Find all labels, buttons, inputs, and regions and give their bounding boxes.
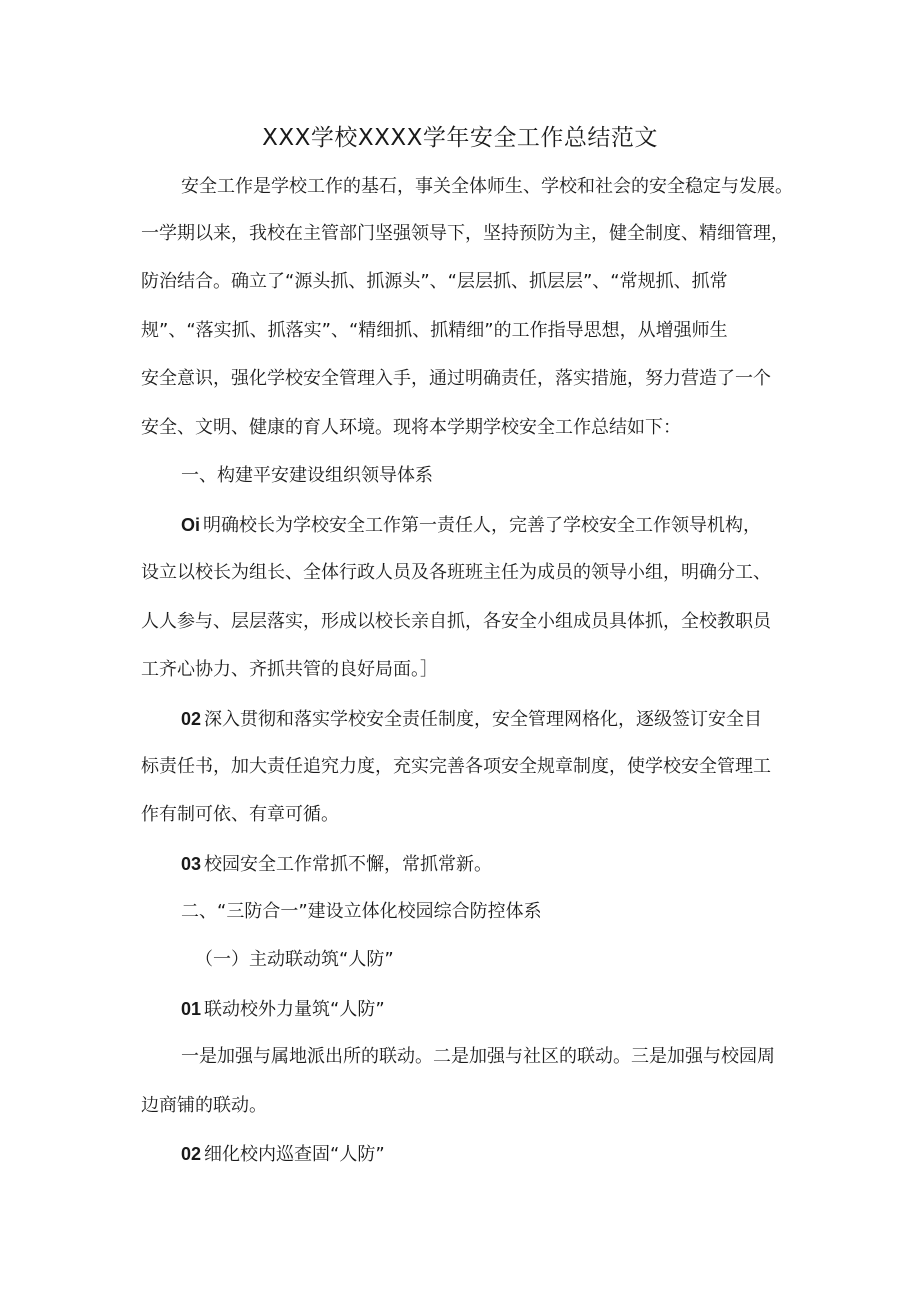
paragraph-text: 深入贯彻和落实学校安全责任制度，安全管理网格化，逐级签订安全目 [204,709,763,730]
paragraph-line: 作有制可依、有章可循。 [141,804,339,825]
numbered-paragraph [181,849,492,880]
document-title: XXX学校XXXX学年安全工作总结范文 [262,125,658,151]
paragraph-text: 联动校外力量筑“人防” [204,999,385,1020]
subsection-heading: （一）主动联动筑“人防” [195,949,394,970]
numbered-paragraph [181,510,761,541]
paragraph-text: 校园安全工作常抓不懈，常抓常新。 [204,854,493,875]
paragraph-text: 细化校内巡查固“人防” [204,1144,385,1165]
paragraph-line: 安全意识，强化学校安全管理入手，通过明确责任，落实措施，努力营造了一个 [141,368,771,389]
numbered-paragraph [181,994,385,1025]
paragraph-line: 边商铺的联动。 [141,1095,267,1116]
numbered-paragraph [181,704,762,735]
paragraph-line: 安全工作是学校工作的基石，事关全体师生、学校和社会的安全稳定与发展。 [181,176,793,197]
item-number: 01 [181,999,202,1019]
paragraph-line: 人人参与、层层落实，形成以校长亲自抓，各安全小组成员具体抓，全校教职员 [141,611,771,632]
paragraph-line: 一学期以来，我校在主管部门坚强领导下，坚持预防为主，健全制度、精细管理， [141,223,789,244]
paragraph-line: 标责任书，加大责任追究力度，充实完善各项安全规章制度，使学校安全管理工 [141,756,771,777]
paragraph-line: 防治结合。确立了“源头抓、抓源头”、“层层抓、抓层层”、“常规抓、抓常 [141,271,728,292]
numbered-paragraph [181,1139,385,1170]
item-number: 02 [181,1144,202,1164]
paragraph-line: 规”、“落实抓、抓落实”、“精细抓、抓精细”的工作指导思想，从增强师生 [141,320,728,341]
paragraph-line: 工齐心协力、齐抓共管的良好局面。］ [141,659,438,680]
paragraph-line: 安全、文明、健康的育人环境。现将本学期学校安全工作总结如下： [141,417,681,438]
paragraph-line: 设立以校长为组长、全体行政人员及各班班主任为成员的领导小组，明确分工、 [141,562,771,583]
paragraph-line: 一是加强与属地派出所的联动。二是加强与社区的联动。三是加强与校园周 [181,1046,775,1067]
section-heading: 一、构建平安建设组织领导体系 [181,465,433,486]
item-number: 02 [181,709,202,729]
paragraph-text: 明确校长为学校安全工作第一责任人，完善了学校安全工作领导机构， [203,515,762,536]
item-number: Oi [181,515,201,535]
section-heading: 二、“三防合一”建设立体化校园综合防控体系 [181,901,542,922]
item-number: 03 [181,854,202,874]
